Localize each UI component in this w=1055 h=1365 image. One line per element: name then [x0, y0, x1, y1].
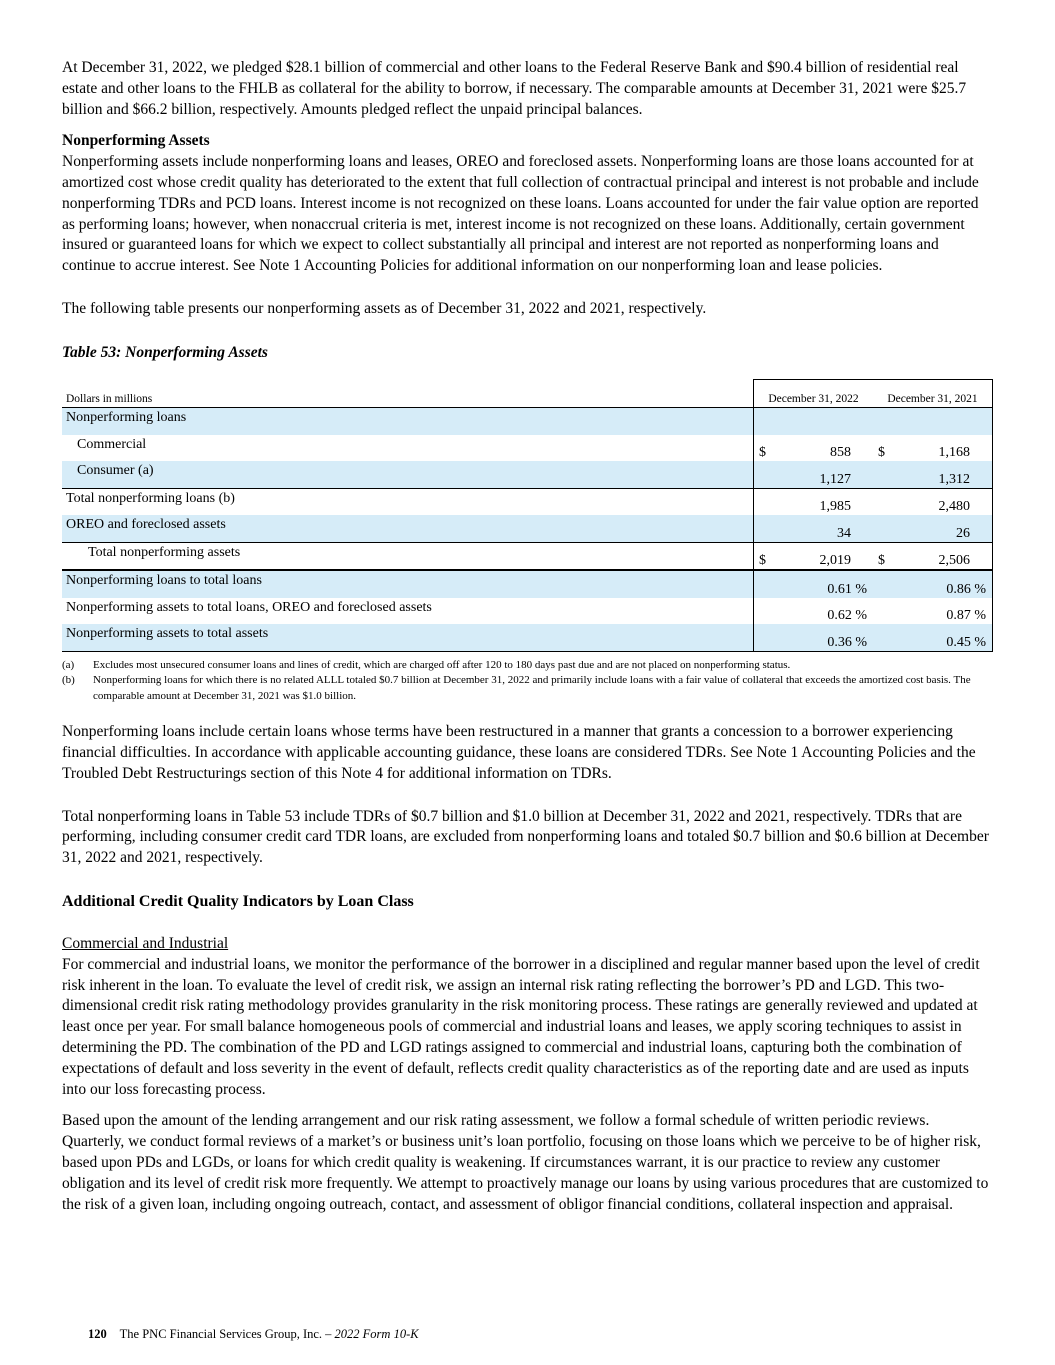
- dollar-sign: $: [759, 445, 766, 461]
- table-row: [62, 570, 993, 598]
- footnote-b: [62, 673, 992, 704]
- header-col-2022: December 31, 2022: [754, 379, 874, 408]
- nonperforming-heading: Nonperforming Assets: [62, 132, 210, 150]
- tdr-paragraph-1: Nonperforming loans include certain loans whose terms have been restructured in a manner that grants a concession to a borrower experiencing financial difficulties. In accordance with applicable accounting guidance, these loans are considered TDRs. See Note 1 Accounting Policies and the Troubled Debt Restructurings section of this Note 4 for additional information on TDRs.: [62, 723, 976, 782]
- value-2022: 858: [830, 445, 851, 461]
- value-2021: 1,312: [938, 471, 970, 487]
- value-2021: 26: [956, 525, 970, 541]
- intro-paragraph: At December 31, 2022, we pledged $28.1 billion of commercial and other loans to the Federal Reserve Bank and $90.4 billion of residential real estate and other loans to the FHLB as collateral for the ability to borrow, if necessary. The comparable amounts at December 31, 2021 were $25.7 billion and $66.2 billion, respectively. Amounts pledged reflect the unpaid principal balances.: [62, 59, 967, 118]
- table-row: [62, 435, 993, 462]
- row-label: Commercial: [77, 436, 147, 452]
- header-col-2021: December 31, 2021: [873, 379, 993, 408]
- table-row: [62, 598, 993, 625]
- table-title: Table 53: Nonperforming Assets: [62, 343, 268, 361]
- value-2021: 0.45 %: [946, 634, 986, 650]
- table-row: [62, 408, 993, 435]
- header-label: Dollars in millions: [62, 379, 754, 408]
- page-footer: [88, 1327, 419, 1342]
- value-2022: 1,127: [819, 471, 851, 487]
- row-label: OREO and foreclosed assets: [62, 515, 754, 542]
- table-row: [62, 488, 993, 515]
- value-2022: 34: [837, 525, 851, 541]
- value-2022: 0.62 %: [827, 608, 867, 624]
- table-row: [62, 624, 993, 651]
- row-label: Total nonperforming loans (b): [66, 490, 235, 506]
- commercial-industrial-subheading: Commercial and Industrial: [62, 935, 229, 953]
- row-label: Consumer (a): [62, 461, 754, 488]
- table-header-row: [62, 379, 993, 408]
- table-row: [62, 461, 993, 488]
- table-intro: The following table presents our nonperforming assets as of December 31, 2022 and 2021, respectively.: [62, 299, 707, 317]
- footnote-text: Excludes most unsecured consumer loans and lines of credit, which are charged off after 120 to 180 days past due and are not placed on nonperforming status.: [93, 658, 791, 671]
- value-2021: 0.86 %: [946, 581, 986, 597]
- footnote-a: [62, 658, 992, 674]
- nonperforming-paragraph: Nonperforming assets include nonperforming loans and leases, OREO and foreclosed assets. Nonperforming loans are those loans accounted for at amortized cost whose credit quality has deteriorated to the extent that full collection of contractual principal and interest is not probable and include nonperforming TDRs and PCD loans. Interest income is not recognized on these loans. Loans accounted for under the fair value option are reported as performing loans; however, when nonaccrual criteria is met, interest income is not recognized on these loans. Additionally, certain government insured or guaranteed loans for which we expect to collect substantially all principal and interest are not reported as nonperforming loans and continue to accrue interest. See Note 1 Accounting Policies for additional information on our nonperforming loan and lease policies.: [62, 153, 979, 275]
- dollar-sign: $: [759, 553, 766, 569]
- commercial-paragraph-2: Based upon the amount of the lending arrangement and our risk rating assessment, we follow a formal schedule of written periodic reviews. Quarterly, we conduct formal reviews of a market’s or business unit’s loan portfolio, focusing on those loans which we perceive to be of higher risk, based upon PDs and LGDs, or loans for which credit quality is weakening. If circumstances warrant, it is our practice to review any customer obligation and its level of credit risk more frequently. We attempt to proactively manage our loans by using various procedures that are customized to the risk of a given loan, including ongoing outreach, contact, and assessment of obligor financial conditions, collateral inspection and appraisal.: [62, 1112, 989, 1213]
- footer-company: The PNC Financial Services Group, Inc. –: [119, 1327, 332, 1341]
- value-2022: 0.61 %: [827, 581, 867, 597]
- page-number: 120: [88, 1327, 107, 1341]
- document-page: [62, 58, 992, 1215]
- row-label: Nonperforming loans: [62, 408, 754, 435]
- row-label: Nonperforming assets to total assets: [62, 624, 754, 651]
- commercial-paragraph-1: For commercial and industrial loans, we monitor the performance of the borrower in a disciplined and regular manner based upon the level of credit risk inherent in the loan. To evaluate the level of credit risk, we assign an internal risk rating reflecting the borrower’s PD and LGD. This two-dimensional credit risk rating methodology provides granularity in the risk monitoring process. These ratings are generally reviewed and updated at least once per year. For small balance homogeneous pools of commercial and industrial loans and leases, we apply scoring techniques to assist in determining the PD. The combination of the PD and LGD ratings assigned to commercial and industrial loans, capturing both the combination of expectations of default and loss severity in the event of default, reflects credit quality characteristics as of the reporting date and are used as inputs into our loss forecasting process.: [62, 955, 980, 1098]
- value-2021: 0.87 %: [946, 608, 986, 624]
- row-label: Nonperforming assets to total loans, OREO and foreclosed assets: [66, 599, 432, 615]
- dollar-sign: $: [878, 445, 885, 461]
- value-2021: 1,168: [938, 445, 970, 461]
- row-label: Total nonperforming assets: [62, 542, 754, 570]
- additional-heading: Additional Credit Quality Indicators by Loan Class: [62, 893, 414, 911]
- table-row: [62, 515, 993, 542]
- dollar-sign: $: [878, 553, 885, 569]
- footer-form: 2022 Form 10-K: [334, 1327, 419, 1341]
- value-2022: 1,985: [819, 499, 851, 515]
- tdr-paragraph-2: Total nonperforming loans in Table 53 include TDRs of $0.7 billion and $1.0 billion at December 31, 2022 and 2021, respectively. TDRs that are performing, including consumer credit card TDR loans, are excluded from nonperforming loans and totaled $0.7 billion and $0.6 billion at December 31, 2022 and 2021, respectively.: [62, 807, 989, 867]
- footnote-mark: (a): [62, 658, 75, 671]
- nonperforming-assets-table: [62, 379, 993, 652]
- footnote-mark: (b): [62, 674, 75, 687]
- value-2022: 0.36 %: [827, 634, 867, 650]
- value-2021: 2,480: [938, 499, 970, 515]
- value-2021: 2,506: [938, 553, 970, 569]
- row-label: Nonperforming loans to total loans: [62, 570, 754, 598]
- value-2022: 2,019: [819, 553, 851, 569]
- table-row: [62, 542, 993, 570]
- footnote-text: Nonperforming loans for which there is no related ALLL totaled $0.7 billion at December 31, 2022 and primarily include loans with a fair value of collateral that exceeds the amortized cost basis. The comparable amount at December 31, 2021 was $1.0 billion.: [93, 674, 971, 702]
